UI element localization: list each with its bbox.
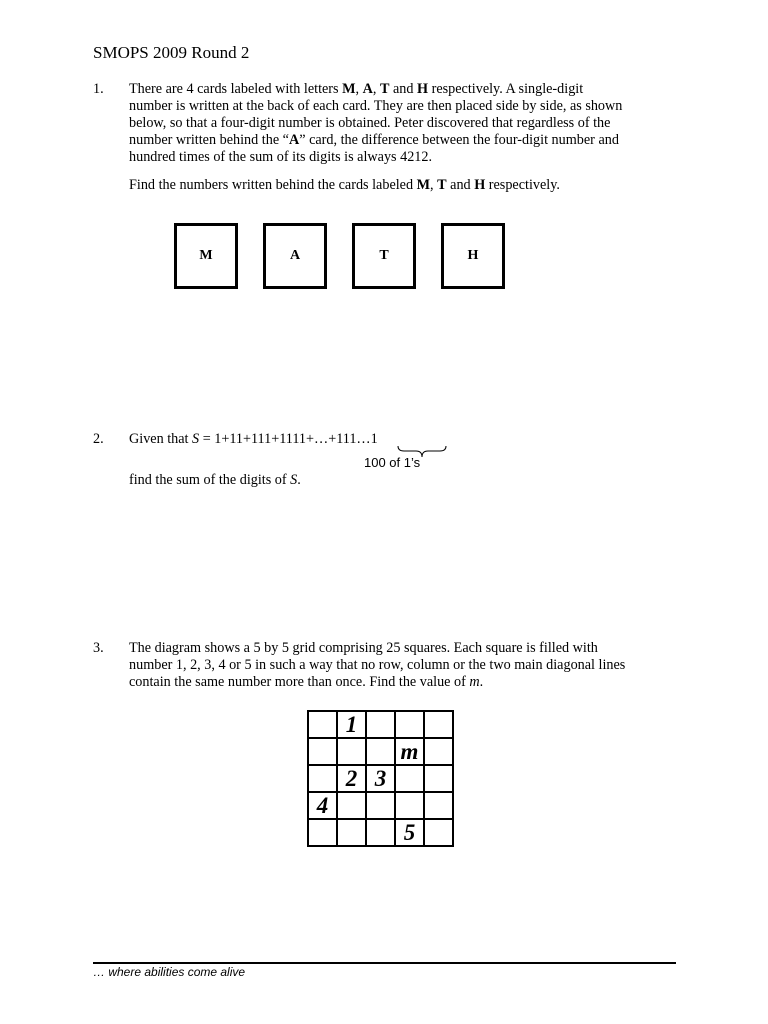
grid-cell: 2 xyxy=(337,765,366,792)
grid-cell: m xyxy=(395,738,424,765)
footer-tagline: … where abilities come alive xyxy=(93,965,246,979)
q2-brace-label: 100 of 1’s xyxy=(364,455,421,470)
grid-cell: 3 xyxy=(366,765,395,792)
grid-cell xyxy=(424,765,453,792)
q3-line-1: The diagram shows a 5 by 5 grid comprising 25 squares. Each square is filled with xyxy=(129,640,598,656)
number-grid xyxy=(307,710,454,847)
q1-find: Find the numbers written behind the cards labeled M, T and H respectively. xyxy=(129,177,560,193)
grid-cell xyxy=(308,765,337,792)
q3-line-3: contain the same number more than once. Find the value of m. xyxy=(129,674,484,690)
grid-cell: 5 xyxy=(395,819,424,846)
grid-cell xyxy=(337,792,366,819)
card-h: H xyxy=(441,223,505,289)
grid-cell xyxy=(395,711,424,738)
grid-cell xyxy=(395,792,424,819)
grid-row xyxy=(308,819,453,846)
grid-cell xyxy=(308,819,337,846)
grid-cell xyxy=(424,792,453,819)
q1-number: 1. xyxy=(93,81,104,97)
grid-cell xyxy=(424,711,453,738)
grid-row xyxy=(308,711,453,738)
q3-number: 3. xyxy=(93,640,104,656)
grid-cell xyxy=(366,738,395,765)
grid-cell: 1 xyxy=(337,711,366,738)
grid-cell xyxy=(366,819,395,846)
grid-cell xyxy=(308,738,337,765)
q1-line-1: There are 4 cards labeled with letters M, A, T and H respectively. A single-digit xyxy=(129,81,584,97)
grid-cell xyxy=(308,711,337,738)
page-header: SMOPS 2009 Round 2 xyxy=(93,43,250,62)
q1-line-3: below, so that a four-digit number is obtained. Peter discovered that regardless of the xyxy=(129,115,611,131)
grid-cell xyxy=(424,819,453,846)
grid-row xyxy=(308,765,453,792)
q2-given: Given that S = 1+11+111+1111+…+111…1 xyxy=(129,431,378,447)
card-a: A xyxy=(263,223,327,289)
grid-cell: 4 xyxy=(308,792,337,819)
q1-line-5: hundred times of the sum of its digits is always 4212. xyxy=(129,149,433,165)
card-m: M xyxy=(174,223,238,289)
grid-row xyxy=(308,792,453,819)
grid-cell xyxy=(366,711,395,738)
card-t: T xyxy=(352,223,416,289)
grid-cell xyxy=(337,819,366,846)
q3-line-2: number 1, 2, 3, 4 or 5 in such a way that no row, column or the two main diagonal lines xyxy=(129,657,626,673)
grid-cell xyxy=(337,738,366,765)
grid-row xyxy=(308,738,453,765)
q2-number: 2. xyxy=(93,431,104,447)
grid-cell xyxy=(395,765,424,792)
grid-cell xyxy=(424,738,453,765)
q1-line-2: number is written at the back of each card. They are then placed side by side, as shown xyxy=(129,98,623,114)
grid-cell xyxy=(366,792,395,819)
q2-find: find the sum of the digits of S. xyxy=(129,472,301,488)
q1-line-4: number written behind the “A” card, the difference between the four-digit number and xyxy=(129,132,619,148)
